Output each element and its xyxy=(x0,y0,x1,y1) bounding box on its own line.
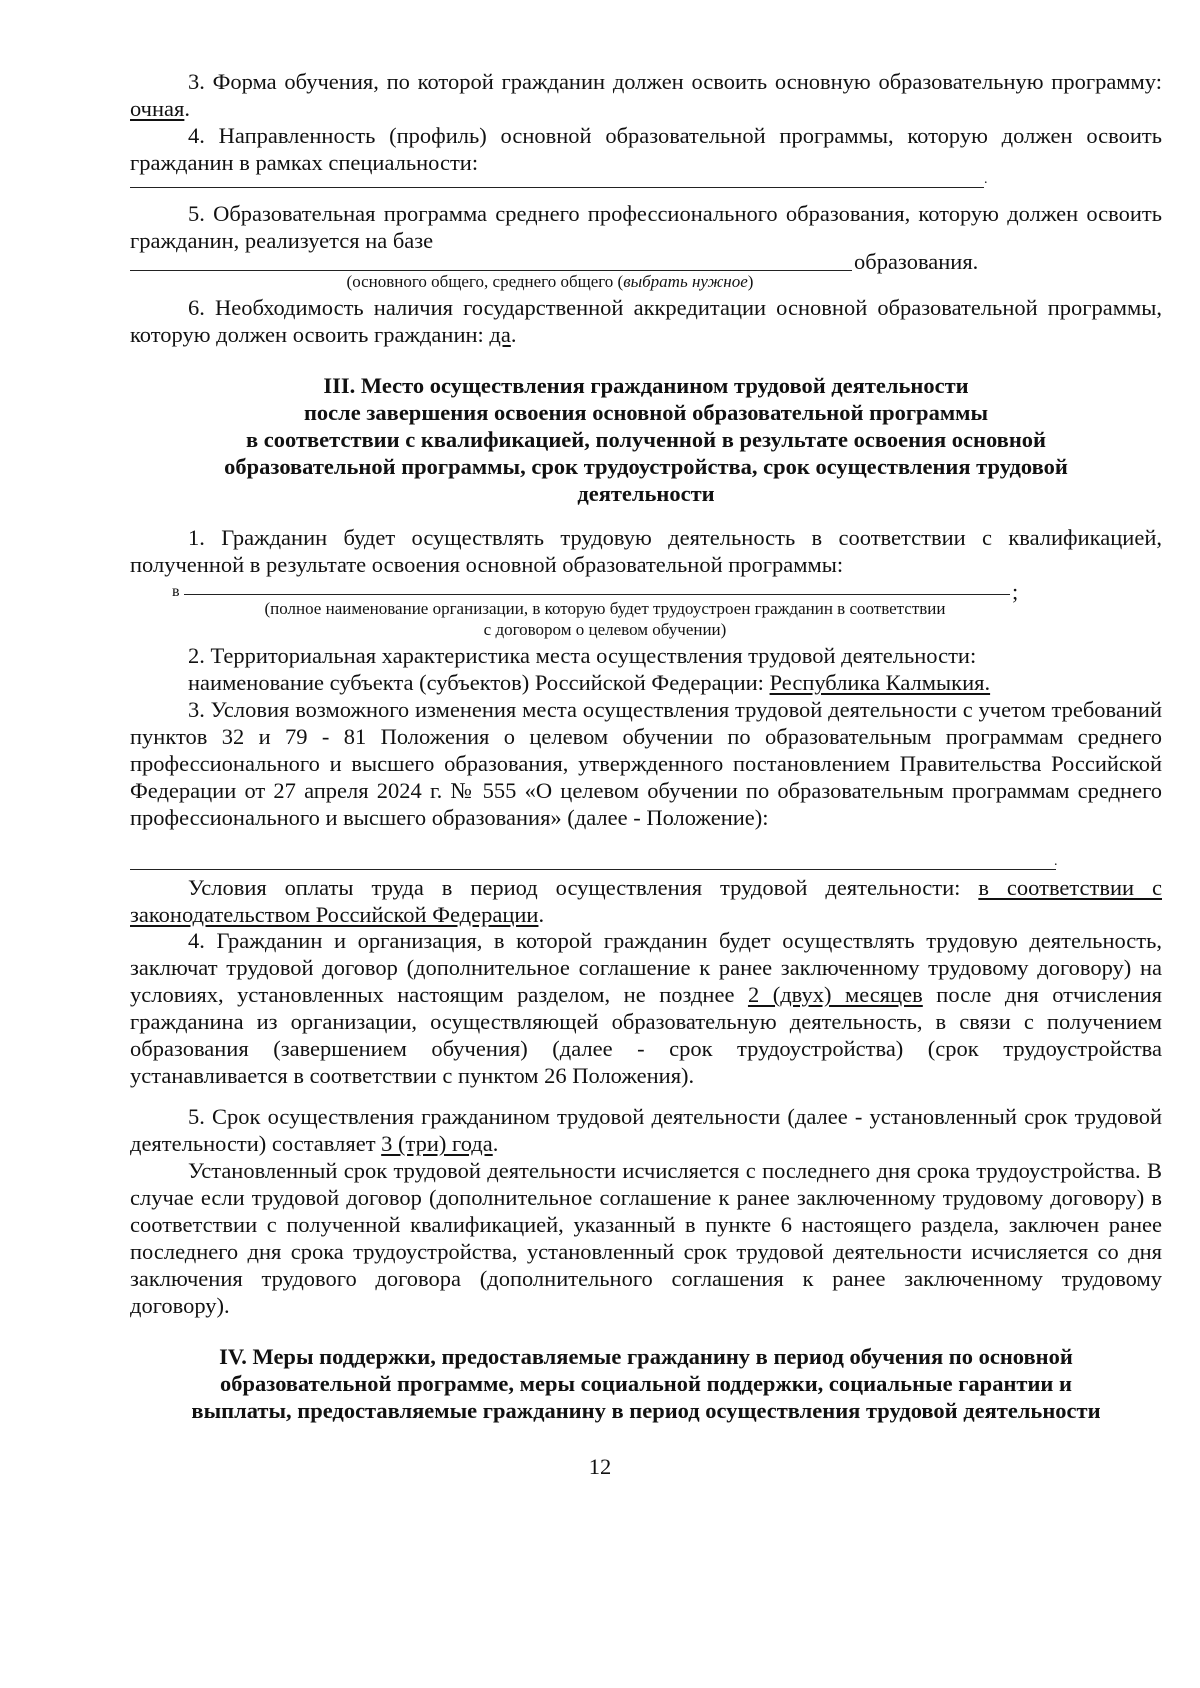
pay-value: в соответствии с законодательством Российской Федерации xyxy=(130,875,1162,927)
section-4-heading-line-1: IV. Меры поддержки, предоставляемые гражданину в период обучения по основной xyxy=(219,1344,1073,1369)
employer-prefix: в xyxy=(172,583,180,600)
profile-blank-line xyxy=(130,187,984,188)
clause-3-4-text-b: после дня отчисления гражданина из организации, осуществляющей образовательную деятельность, в связи с получением образования (завершением обучения) (далее - срок трудоустройства) (срок трудоустройства устанавливается в соответствии с пунктом 26 Положения). xyxy=(130,982,1163,1088)
hint-text-c: ) xyxy=(747,272,754,291)
clause-2-6 xyxy=(130,294,1162,348)
section-3-heading-line-1: III. Место осуществления гражданином трудовой деятельности xyxy=(323,373,969,398)
clause-2-5: 5. Образовательная программа среднего профессионального образования, которую должен освоить гражданин, реализуется на базе xyxy=(130,201,1162,253)
section-3-heading-line-2: после завершения освоения основной образовательной программы xyxy=(303,400,989,425)
subject-label: наименование субъекта (субъектов) Российской Федерации: xyxy=(188,670,770,695)
clause-2-6-text: 6. Необходимость наличия государственной аккредитации основной образовательной программы, которую должен освоить гражданин: xyxy=(130,295,1162,347)
pay-label: Условия оплаты труда в период осуществления трудовой деятельности: xyxy=(188,875,979,900)
clause-3-5-text: 5. Срок осуществления гражданином трудовой деятельности (далее - установленный срок трудовой деятельности) составляет xyxy=(130,1104,1162,1156)
profile-blank-end: . xyxy=(984,172,988,187)
pay-end: . xyxy=(538,902,545,927)
section-4-heading-line-2: образовательной программе, меры социальной поддержки, социальные гарантии и xyxy=(220,1371,1072,1396)
clause-3-2-subject xyxy=(130,669,1162,696)
employer-hint xyxy=(180,598,1030,640)
education-base-hint xyxy=(180,271,920,292)
employer-blank-line xyxy=(184,594,1010,595)
clause-3-pay xyxy=(130,874,1162,928)
change-conditions-blank-line xyxy=(130,869,1056,870)
accreditation-value: да xyxy=(489,322,511,347)
clause-2-3-text: 3. Форма обучения, по которой гражданин должен освоить основную образовательную программу: xyxy=(188,69,1162,94)
employer-blank-end: ; xyxy=(1012,579,1019,604)
subject-value: Республика Калмыкия. xyxy=(769,670,991,695)
form-of-study-value: очная xyxy=(130,96,185,121)
section-4-heading xyxy=(130,1343,1162,1424)
clause-2-4: 4. Направленность (профиль) основной образовательной программы, которую должен освоить гражданин в рамках специальности: xyxy=(130,123,1162,175)
clause-2-3 xyxy=(130,68,1162,122)
section-3-heading-line-5: деятельности xyxy=(577,481,715,506)
clause-3-5 xyxy=(130,1103,1162,1157)
clause-3-5-end: . xyxy=(492,1131,499,1156)
education-base-suffix: образования. xyxy=(854,249,979,274)
section-3-heading-line-4: образовательной программы, срок трудоустройства, срок осуществления трудовой xyxy=(224,454,1068,479)
clause-3-2: 2. Территориальная характеристика места осуществления трудовой деятельности: xyxy=(188,643,977,668)
clause-3-1: 1. Гражданин будет осуществлять трудовую деятельность в соответствии с квалификацией, полученной в результате освоения основной образовательной программы: xyxy=(130,525,1162,577)
page-number: 12 xyxy=(588,1454,612,1479)
clause-3-term-start: Установленный срок трудовой деятельности исчисляется с последнего дня срока трудоустройства. В случае если трудовой договор (дополнительное соглашение к ранее заключенному трудовому договору) в соответствии с полученной квалификацией, указанный в пункте 6 настоящего раздела, заключен ранее последнего дня срока трудоустройства, установленный срок трудовой деятельности исчисляется со дня заключения трудового договора (дополнительного соглашения к ранее заключенному трудовому договору). xyxy=(130,1158,1162,1318)
section-3-heading xyxy=(130,372,1162,507)
clause-2-6-end: . xyxy=(510,322,517,347)
employer-hint-line-1: (полное наименование организации, в которую будет трудоустроен гражданин в соответствии xyxy=(264,599,946,618)
section-4-heading-line-3: выплаты, предоставляемые гражданину в период осуществления трудовой деятельности xyxy=(191,1398,1101,1423)
clause-3-4 xyxy=(130,927,1162,1089)
employment-deadline-value: 2 (двух) месяцев xyxy=(747,982,923,1007)
employer-hint-line-2: с договором о целевом обучении) xyxy=(483,620,727,639)
work-term-value: 3 (три) года xyxy=(381,1131,493,1156)
clause-3-4-text-a: 4. Гражданин и организация, в которой гражданин будет осуществлять трудовую деятельность, заключат трудовой договор (дополнительное соглашение к ранее заключенному трудовому договору) на условиях, установленных настоящим разделом, не позднее xyxy=(130,928,1162,1007)
hint-text-italic: выбрать нужное xyxy=(623,272,748,291)
clause-2-3-end: . xyxy=(184,96,190,121)
hint-text-a: (основного общего, среднего общего ( xyxy=(346,272,624,291)
clause-3-3: 3. Условия возможного изменения места осуществления трудовой деятельности с учетом требований пунктов 32 и 79 - 81 Положения о целевом обучении по образовательным программам среднего профессионального и высшего образования, утвержденного постановлением Правительства Российской Федерации от 27 апреля 2024 г. № 555 «О целевом обучении по образовательным программам среднего профессионального и высшего образования» (далее - Положение): xyxy=(130,697,1162,830)
section-3-heading-line-3: в соответствии с квалификацией, полученной в результате освоения основной xyxy=(245,427,1047,452)
change-conditions-blank-end: . xyxy=(1054,854,1058,869)
